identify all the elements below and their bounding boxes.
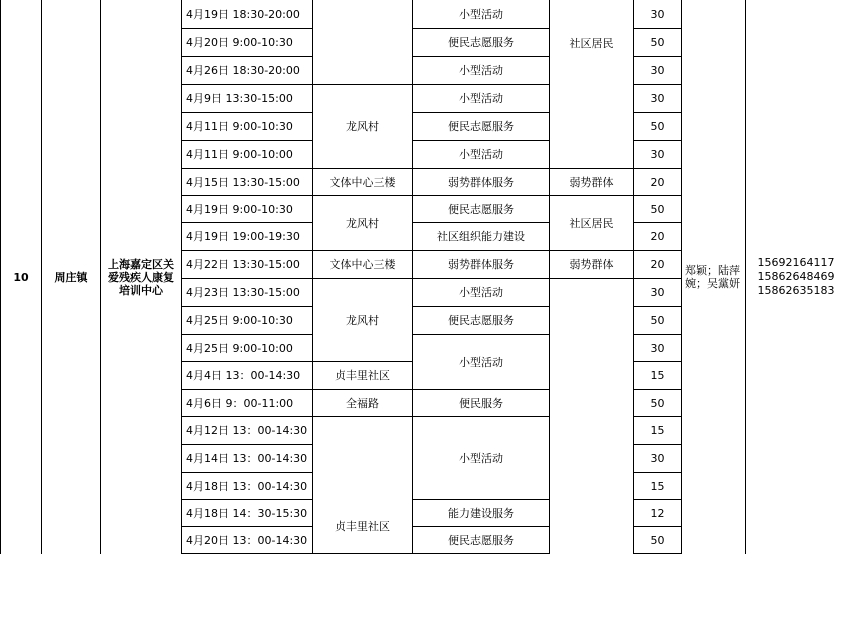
time-cell: 4月19日 9:00-10:30 <box>186 202 293 216</box>
phone-number: 15862648469 <box>757 270 835 283</box>
service-cell: 小型活动 <box>459 286 503 299</box>
time-cell: 4月25日 9:00-10:00 <box>186 341 293 355</box>
row-index: 10 <box>13 270 29 284</box>
count-cell: 15 <box>650 424 665 437</box>
count-cell: 30 <box>650 8 665 21</box>
contact-phones-cell <box>746 0 846 554</box>
time-cell: 4月12日 13：00-14:30 <box>186 424 308 437</box>
organizer-cell: 上海嘉定区关爱残疾人康复培训中心 <box>108 257 174 297</box>
count-cell: 15 <box>650 479 665 493</box>
location-cell <box>313 0 412 12</box>
location-cell: 龙风村 <box>346 216 379 230</box>
time-cell: 4月25日 9:00-10:30 <box>186 314 293 327</box>
location-cell: 文体中心三楼 <box>329 258 396 271</box>
location-cell: 贞丰里社区 <box>335 520 390 533</box>
count-cell: 30 <box>650 452 665 465</box>
service-cell: 弱势群体服务 <box>448 258 514 271</box>
count-cell: 50 <box>650 120 665 133</box>
count-cell: 50 <box>650 314 665 327</box>
service-cell: 小型活动 <box>459 64 503 77</box>
target-cell: 弱势群体 <box>569 258 614 271</box>
service-cell: 便民服务 <box>459 396 503 410</box>
count-cell: 50 <box>650 36 665 49</box>
service-cell: 便民志愿服务 <box>448 120 514 133</box>
service-cell: 小型活动 <box>459 355 503 369</box>
location-cell: 龙风村 <box>346 313 379 327</box>
count-cell: 20 <box>650 175 665 189</box>
time-cell: 4月22日 13:30-15:00 <box>186 258 300 271</box>
location-cell: 龙风村 <box>346 120 379 133</box>
count-cell: 30 <box>650 148 665 161</box>
location-cell: 贞丰里社区 <box>335 369 390 382</box>
time-cell: 4月6日 9：00-11:00 <box>186 396 294 410</box>
grid-line <box>681 0 682 554</box>
count-cell: 50 <box>650 396 665 410</box>
service-cell: 弱势群体服务 <box>448 175 514 189</box>
location-cell: 文体中心三楼 <box>329 175 396 189</box>
time-cell: 4月11日 9:00-10:30 <box>186 120 293 133</box>
count-cell: 20 <box>650 230 665 243</box>
time-cell: 4月14日 13：00-14:30 <box>186 452 308 465</box>
time-cell: 4月23日 13:30-15:00 <box>186 286 300 299</box>
service-cell: 小型活动 <box>459 148 503 161</box>
service-cell: 小型活动 <box>459 451 503 465</box>
time-cell: 4月20日 13：00-14:30 <box>186 533 308 547</box>
time-cell: 4月19日 19:00-19:30 <box>186 230 300 243</box>
service-cell: 便民志愿服务 <box>448 533 514 547</box>
service-cell: 能力建设服务 <box>448 506 514 520</box>
count-cell: 30 <box>650 64 665 77</box>
service-cell: 社区组织能力建设 <box>437 230 525 243</box>
target-cell: 弱势群体 <box>569 175 614 189</box>
town-cell: 周庄镇 <box>54 270 88 284</box>
target-cell: 社区居民 <box>569 36 614 50</box>
time-cell: 4月26日 18:30-20:00 <box>186 64 300 77</box>
phone-number: 15862635183 <box>757 284 835 297</box>
time-cell: 4月18日 13：00-14:30 <box>186 479 308 493</box>
time-cell: 4月11日 9:00-10:00 <box>186 148 293 161</box>
contact-names-cell: 郑颖；陆萍婉；吴黨妍 <box>685 264 740 290</box>
count-cell: 15 <box>650 369 665 382</box>
time-cell: 4月4日 13：00-14:30 <box>186 369 301 382</box>
service-cell: 小型活动 <box>459 92 503 105</box>
service-cell: 便民志愿服务 <box>448 314 514 327</box>
service-cell: 便民志愿服务 <box>448 36 514 49</box>
count-cell: 30 <box>650 286 665 299</box>
time-cell: 4月18日 14：30-15:30 <box>186 506 308 520</box>
grid-line <box>100 0 101 554</box>
count-cell: 12 <box>650 506 665 520</box>
service-cell: 便民志愿服务 <box>448 202 514 216</box>
count-cell: 30 <box>650 92 665 105</box>
time-cell: 4月9日 13:30-15:00 <box>186 92 293 105</box>
service-cell: 小型活动 <box>459 8 503 21</box>
phone-number: 15692164117 <box>757 256 835 269</box>
count-cell: 50 <box>650 202 665 216</box>
count-cell: 30 <box>650 341 665 355</box>
location-cell: 全福路 <box>346 396 379 410</box>
time-cell: 4月15日 13:30-15:00 <box>186 175 300 189</box>
count-cell: 20 <box>650 258 665 271</box>
time-cell: 4月19日 18:30-20:00 <box>186 8 300 21</box>
count-cell: 50 <box>650 533 665 547</box>
target-cell: 社区居民 <box>569 216 614 230</box>
time-cell: 4月20日 9:00-10:30 <box>186 36 293 49</box>
